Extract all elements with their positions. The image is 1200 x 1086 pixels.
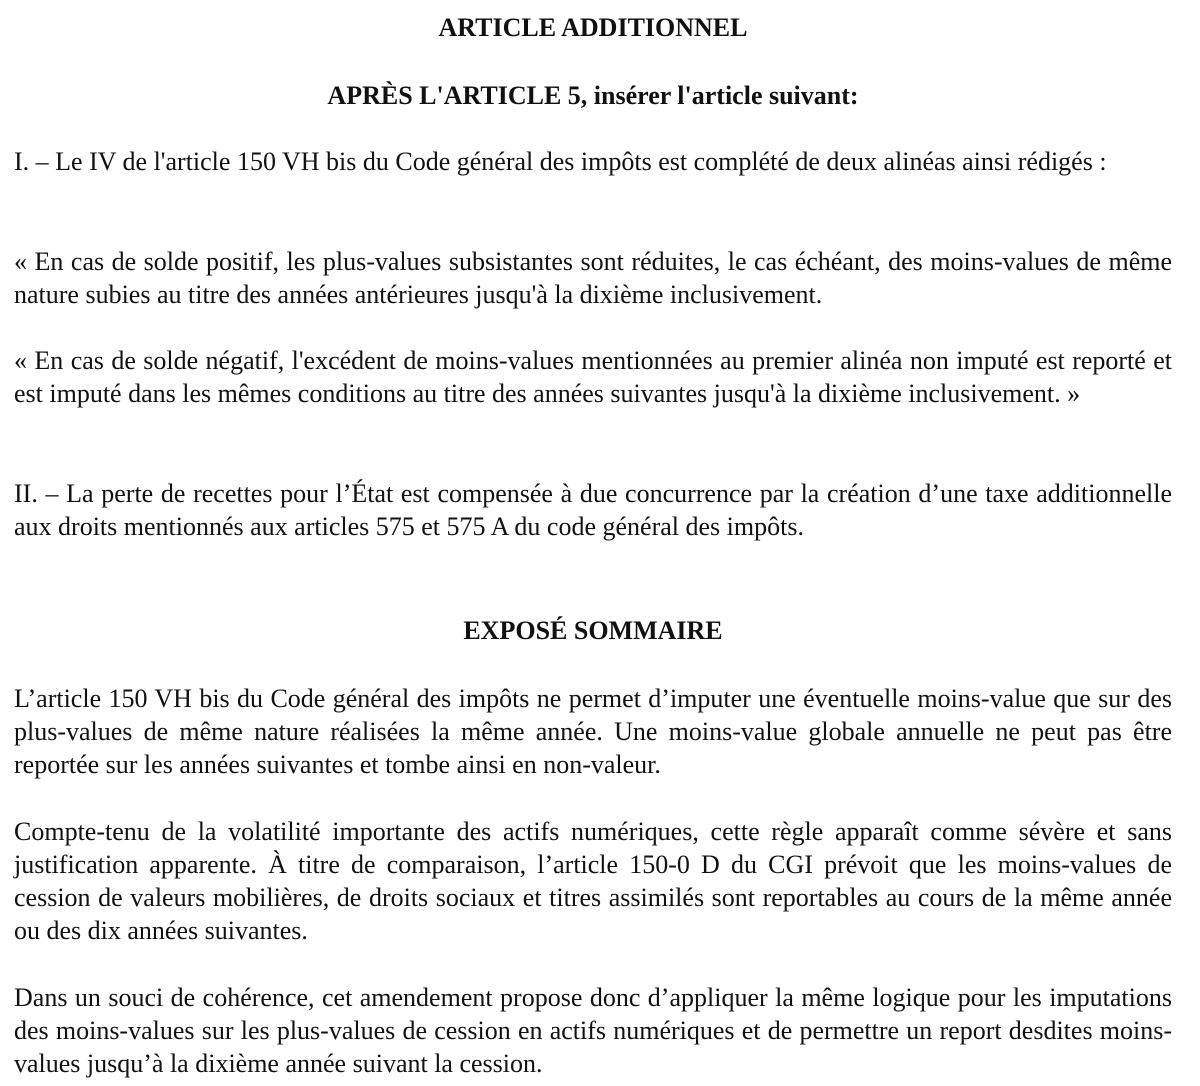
paragraph-solde-negatif: « En cas de solde négatif, l'excédent de moins-values mentionnées au premier alinéa non imputé est reporté et est imputé dans les mêmes conditions au titre des années suivantes jusqu'à la dixième inclusivement. » [14, 346, 1172, 408]
expose-paragraph-3: Dans un souci de cohérence, cet amendement propose donc d’appliquer la même logique pour les imputations des moins-values sur les plus-values de cession en actifs numériques et de permettre un report desdites moins-values jusqu’à la dixième année suivant la cession. [14, 983, 1172, 1078]
article-title: ARTICLE ADDITIONNEL [438, 13, 748, 42]
expose-paragraph-1: L’article 150 VH bis du Code général des impôts ne permet d’imputer une éventuelle moins-value que sur des plus-values de même nature réalisées la même année. Une moins-value globale annuelle ne peut pas être reportée sur les années suivantes et tombe ainsi en non-valeur. [14, 684, 1172, 779]
article-subtitle: APRÈS L'ARTICLE 5, insérer l'article suivant: [327, 81, 859, 110]
paragraph-i: I. – Le IV de l'article 150 VH bis du Code général des impôts est complété de deux alinéas ainsi rédigés : [14, 147, 1107, 176]
expose-paragraph-2: Compte-tenu de la volatilité importante des actifs numériques, cette règle apparaît comme sévère et sans justification apparente. À titre de comparaison, l’article 150-0 D du CGI prévoit que les moins-values de cession de valeurs mobilières, de droits sociaux et titres assimilés sont reportables au cours de la même année ou des dix années suivantes. [14, 817, 1172, 945]
paragraph-ii: II. – La perte de recettes pour l’État est compensée à due concurrence par la création d’une taxe additionnelle aux droits mentionnés aux articles 575 et 575 A du code général des impôts. [14, 479, 1172, 541]
expose-sommaire-heading: EXPOSÉ SOMMAIRE [463, 616, 723, 645]
paragraph-solde-positif: « En cas de solde positif, les plus-values subsistantes sont réduites, le cas échéant, des moins-values de même nature subies au titre des années antérieures jusqu'à la dixième inclusivement. [14, 247, 1172, 309]
